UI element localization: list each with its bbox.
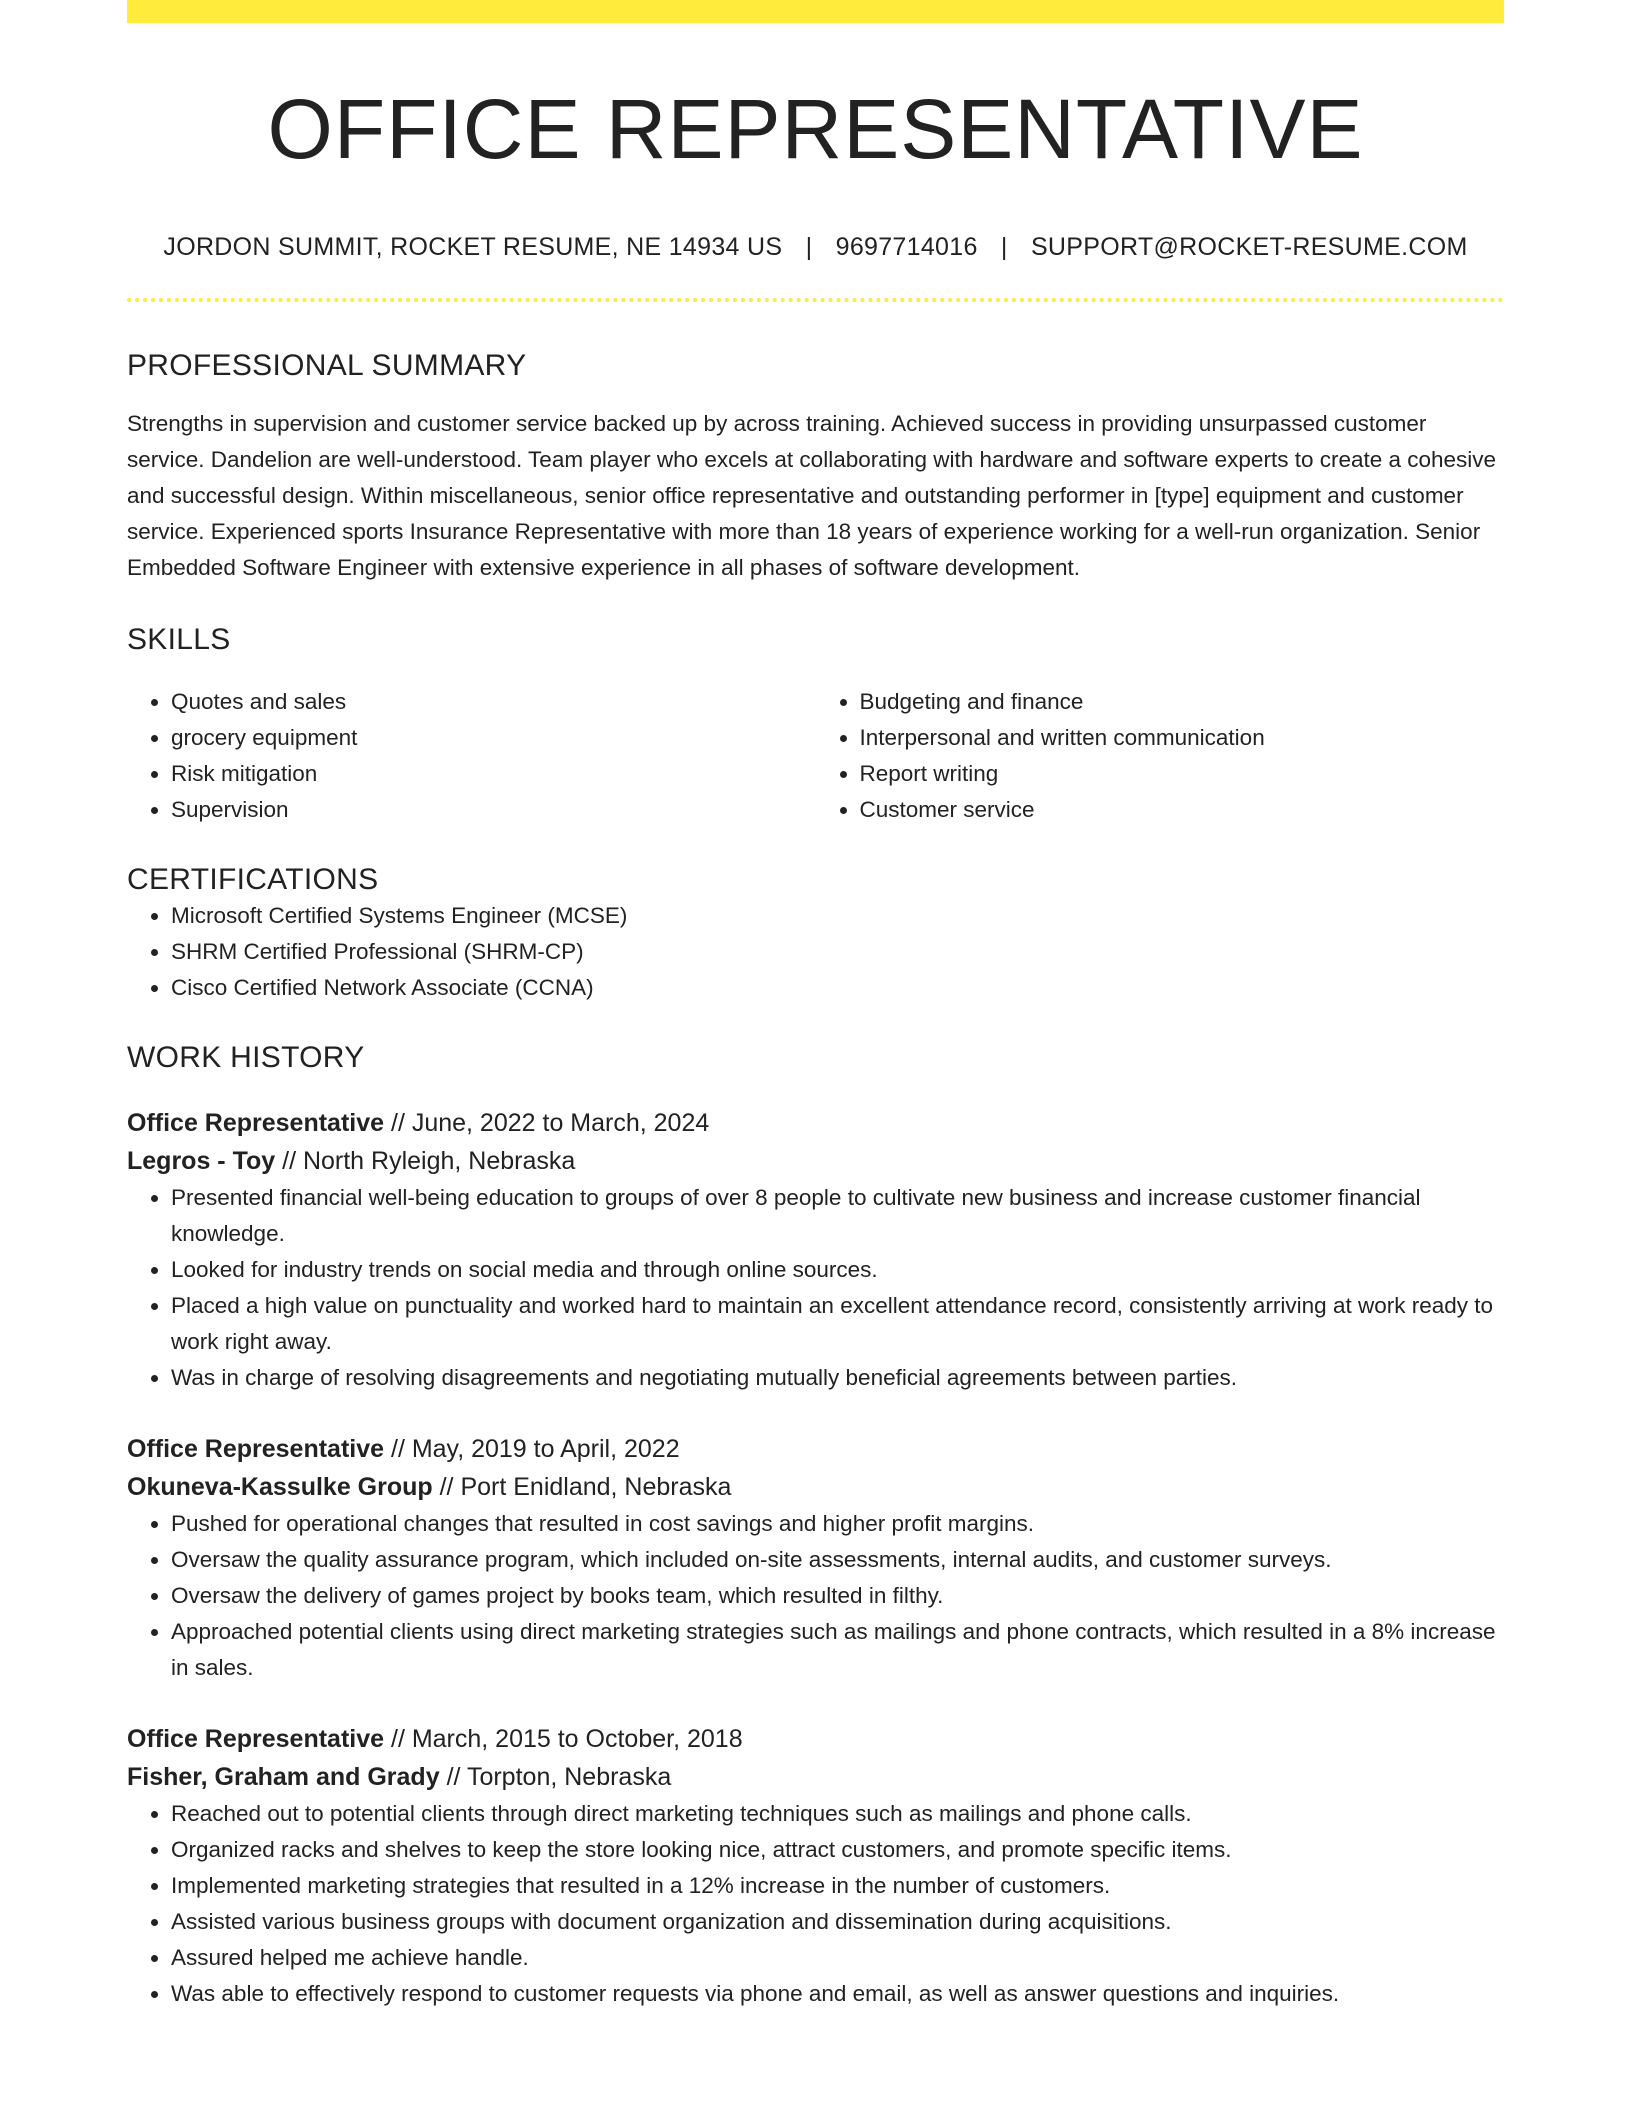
job-title-line xyxy=(127,1430,1504,1468)
skill-item: • Budgeting and finance xyxy=(860,684,1505,720)
job-company: Legros - Toy xyxy=(127,1147,276,1176)
job-bullets xyxy=(127,1180,1504,1396)
job-entry xyxy=(127,1430,1504,1686)
contact-separator: | xyxy=(1000,233,1008,262)
job-company-line xyxy=(127,1758,1504,1796)
job-company: Fisher, Graham and Grady xyxy=(127,1763,440,1792)
skills-grid xyxy=(127,684,1504,828)
skills-column-left xyxy=(127,684,816,828)
contact-line xyxy=(127,233,1504,262)
skill-item: • Customer service xyxy=(860,792,1505,828)
job-company-line xyxy=(127,1142,1504,1180)
job-bullet: • Approached potential clients using direct marketing strategies such as mailings and phone contracts, which resulted in a 8% increase in sales. xyxy=(171,1614,1504,1686)
skill-item: • Supervision xyxy=(171,792,816,828)
job-bullet: • Reached out to potential clients through direct marketing techniques such as mailings and phone calls. xyxy=(171,1796,1504,1832)
skills-column-right xyxy=(816,684,1505,828)
summary-text: Strengths in supervision and customer service backed up by across training. Achieved success in providing unsurpassed customer service. Dandelion are well-understood. Team player who excels at collaborating with hardware and software experts to create a cohesive and successful design. Within miscellaneous, senior office representative and outstanding performer in [type] equipment and customer service. Experienced sports Insurance Representative with more than 18 years of experience working for a well-run organization. Senior Embedded Software Engineer with extensive experience in all phases of software development. xyxy=(127,411,1497,581)
job-bullet: • Looked for industry trends on social media and through online sources. xyxy=(171,1252,1504,1288)
contact-email: SUPPORT@ROCKET-RESUME.COM xyxy=(1030,233,1468,262)
certification-item: • Microsoft Certified Systems Engineer (MCSE) xyxy=(171,898,1504,934)
certifications-heading: CERTIFICATIONS xyxy=(127,863,379,897)
job-title-line xyxy=(127,1720,1504,1758)
dotted-divider xyxy=(127,298,1504,302)
summary-heading: PROFESSIONAL SUMMARY xyxy=(127,349,527,383)
job-bullet: • Oversaw the delivery of games project by books team, which resulted in filthy. xyxy=(171,1578,1504,1614)
job-bullet: • Assisted various business groups with document organization and dissemination during acquisitions. xyxy=(171,1904,1504,1940)
job-bullet: • Pushed for operational changes that resulted in cost savings and higher profit margins. xyxy=(171,1506,1504,1542)
job-location: // Port Enidland, Nebraska xyxy=(432,1473,732,1502)
job-dates: // March, 2015 to October, 2018 xyxy=(384,1725,743,1754)
resume-page xyxy=(127,0,1504,2012)
skill-item: • Quotes and sales xyxy=(171,684,816,720)
work-history-heading: WORK HISTORY xyxy=(127,1041,365,1075)
job-bullet: • Organized racks and shelves to keep the store looking nice, attract customers, and promote specific items. xyxy=(171,1832,1504,1868)
job-bullet: • Placed a high value on punctuality and worked hard to maintain an excellent attendance record, consistently arriving at work ready to work right away. xyxy=(171,1288,1504,1360)
job-entry xyxy=(127,1104,1504,1396)
skill-item: • Interpersonal and written communication xyxy=(860,720,1505,756)
contact-address: JORDON SUMMIT, ROCKET RESUME, NE 14934 US xyxy=(163,233,783,262)
job-company-line xyxy=(127,1468,1504,1506)
job-bullet: • Implemented marketing strategies that resulted in a 12% increase in the number of customers. xyxy=(171,1868,1504,1904)
job-bullet: • Presented financial well-being education to groups of over 8 people to cultivate new business and increase customer financial knowledge. xyxy=(171,1180,1504,1252)
job-location: // North Ryleigh, Nebraska xyxy=(275,1147,576,1176)
skill-item: • Risk mitigation xyxy=(171,756,816,792)
job-bullet: • Was able to effectively respond to customer requests via phone and email, as well as answer questions and inquiries. xyxy=(171,1976,1504,2012)
certification-item: • SHRM Certified Professional (SHRM-CP) xyxy=(171,934,1504,970)
certification-item: • Cisco Certified Network Associate (CCNA) xyxy=(171,970,1504,1006)
job-title: Office Representative xyxy=(127,1725,385,1754)
job-dates: // May, 2019 to April, 2022 xyxy=(384,1435,680,1464)
job-bullet: • Was in charge of resolving disagreements and negotiating mutually beneficial agreements between parties. xyxy=(171,1360,1504,1396)
job-bullet: • Oversaw the quality assurance program, which included on-site assessments, internal audits, and customer surveys. xyxy=(171,1542,1504,1578)
job-location: // Torpton, Nebraska xyxy=(439,1763,672,1792)
job-bullets xyxy=(127,1506,1504,1686)
job-title: Office Representative xyxy=(127,1435,385,1464)
skills-heading: SKILLS xyxy=(127,623,231,657)
job-bullet: • Assured helped me achieve handle. xyxy=(171,1940,1504,1976)
contact-phone: 9697714016 xyxy=(835,233,978,262)
resume-title: OFFICE REPRESENTATIVE xyxy=(267,82,1364,176)
job-company: Okuneva-Kassulke Group xyxy=(127,1473,433,1502)
certifications-list xyxy=(127,898,1504,1006)
skill-item: • grocery equipment xyxy=(171,720,816,756)
job-bullets xyxy=(127,1796,1504,2012)
job-title: Office Representative xyxy=(127,1109,385,1138)
job-entry xyxy=(127,1720,1504,2012)
contact-separator: | xyxy=(805,233,813,262)
job-dates: // June, 2022 to March, 2024 xyxy=(384,1109,710,1138)
skill-item: • Report writing xyxy=(860,756,1505,792)
accent-bar xyxy=(127,0,1504,23)
job-title-line xyxy=(127,1104,1504,1142)
